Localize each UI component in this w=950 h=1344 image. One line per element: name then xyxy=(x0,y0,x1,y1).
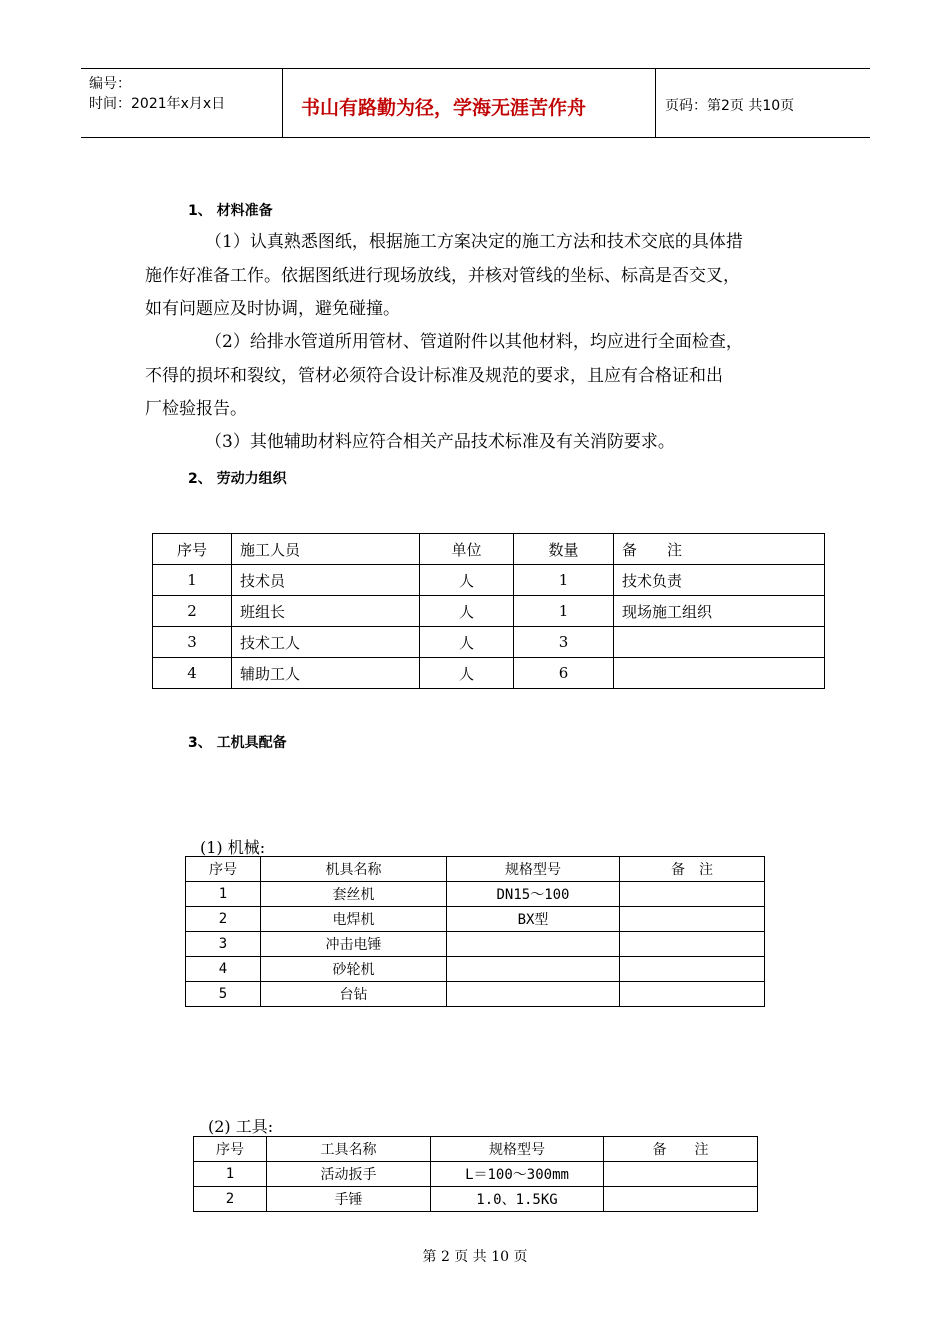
table-row xyxy=(186,957,765,982)
table-row xyxy=(186,932,765,957)
section2-title: 2、 劳动力组织 xyxy=(188,471,287,487)
table-row xyxy=(194,1187,758,1212)
table-cell xyxy=(620,957,765,982)
header-cell: 序号 xyxy=(186,857,261,882)
section1-title: 1、 材料准备 xyxy=(188,203,273,219)
para1-line2: 施作好准备工作。依据图纸进行现场放线，并核对管线的坐标、标高是否交叉， xyxy=(145,266,740,286)
table-cell: 技术负责 xyxy=(614,565,825,596)
header-cell: 序号 xyxy=(194,1137,267,1162)
tools-table xyxy=(193,1136,758,1212)
table-cell: 4 xyxy=(153,658,232,689)
table-row xyxy=(153,596,825,627)
table-header-row xyxy=(153,534,825,565)
table-row xyxy=(186,982,765,1007)
table-cell xyxy=(604,1162,758,1187)
table-cell: 人 xyxy=(420,596,514,627)
table-cell: 1 xyxy=(514,565,614,596)
table-cell: 1 xyxy=(153,565,232,596)
table-cell: 2 xyxy=(153,596,232,627)
table-cell xyxy=(614,627,825,658)
header-cell: 工具名称 xyxy=(267,1137,431,1162)
table-cell xyxy=(620,932,765,957)
number-label: 编号： xyxy=(89,76,131,92)
time-label: 时间：2021年x月x日 xyxy=(89,96,226,112)
table-cell: 5 xyxy=(186,982,261,1007)
table-cell: 冲击电锤 xyxy=(261,932,447,957)
table-cell: 砂轮机 xyxy=(261,957,447,982)
header-cell: 施工人员 xyxy=(232,534,420,565)
table-cell: 3 xyxy=(514,627,614,658)
table-cell: 人 xyxy=(420,658,514,689)
table-cell xyxy=(604,1187,758,1212)
table-cell: 4 xyxy=(186,957,261,982)
table-cell xyxy=(620,907,765,932)
table-cell xyxy=(447,932,620,957)
table-row xyxy=(186,882,765,907)
table-cell xyxy=(620,882,765,907)
para3-line1: （3）其他辅助材料应符合相关产品技术标准及有关消防要求。 xyxy=(205,432,675,452)
table-cell: 辅助工人 xyxy=(232,658,420,689)
header-cell: 单位 xyxy=(420,534,514,565)
table-cell: 6 xyxy=(514,658,614,689)
table-cell: 手锤 xyxy=(267,1187,431,1212)
para1-line3: 如有问题应及时协调，避免碰撞。 xyxy=(145,299,400,319)
page-footer: 第 2 页 共 10 页 xyxy=(422,1249,528,1265)
para2-line3: 厂检验报告。 xyxy=(145,399,247,419)
header-cell: 备 注 xyxy=(614,534,825,565)
table-row xyxy=(194,1162,758,1187)
table-cell: 1.0、1.5KG xyxy=(431,1187,604,1212)
table-cell: DN15～100 xyxy=(447,882,620,907)
page-number-label: 页码：第2页 共10页 xyxy=(665,98,795,114)
table-cell: 技术工人 xyxy=(232,627,420,658)
table-header-row xyxy=(194,1137,758,1162)
section3-title: 3、 工机具配备 xyxy=(188,735,287,751)
table-header-row xyxy=(186,857,765,882)
para2-line2: 不得的损坏和裂纹，管材必须符合设计标准及规范的要求，且应有合格证和出 xyxy=(145,366,723,386)
table-row xyxy=(186,907,765,932)
table-cell: 2 xyxy=(186,907,261,932)
header-info-cell xyxy=(81,69,283,137)
motto-text: 书山有路勤为径，学海无涯苦作舟 xyxy=(301,97,587,119)
table-cell: 1 xyxy=(514,596,614,627)
table-cell xyxy=(614,658,825,689)
machines-table xyxy=(185,856,765,1007)
header-cell: 数量 xyxy=(514,534,614,565)
header-cell: 序号 xyxy=(153,534,232,565)
table-cell: L＝100～300mm xyxy=(431,1162,604,1187)
header-cell: 机具名称 xyxy=(261,857,447,882)
table-cell: 活动扳手 xyxy=(267,1162,431,1187)
header-motto-cell xyxy=(283,69,656,137)
table-cell: 台钻 xyxy=(261,982,447,1007)
para2-line1: （2）给排水管道所用管材、管道附件以其他材料，均应进行全面检查， xyxy=(205,332,743,352)
table-row xyxy=(153,627,825,658)
table-cell: 2 xyxy=(194,1187,267,1212)
table-cell: 3 xyxy=(186,932,261,957)
header-cell: 规格型号 xyxy=(431,1137,604,1162)
table-cell: 1 xyxy=(186,882,261,907)
header-cell: 规格型号 xyxy=(447,857,620,882)
header-cell: 备 注 xyxy=(604,1137,758,1162)
machines-label: (1) 机械: xyxy=(200,838,266,857)
table-cell: 人 xyxy=(420,565,514,596)
table-cell: 现场施工组织 xyxy=(614,596,825,627)
table-cell xyxy=(447,982,620,1007)
table-cell: 班组长 xyxy=(232,596,420,627)
table-cell: 3 xyxy=(153,627,232,658)
table-cell: 技术员 xyxy=(232,565,420,596)
header-cell: 备 注 xyxy=(620,857,765,882)
table-cell: 人 xyxy=(420,627,514,658)
table-cell: 套丝机 xyxy=(261,882,447,907)
para1-line1: （1）认真熟悉图纸，根据施工方案决定的施工方法和技术交底的具体措 xyxy=(205,232,743,252)
table-row xyxy=(153,565,825,596)
page-header xyxy=(81,68,870,138)
table-row xyxy=(153,658,825,689)
table-cell: 1 xyxy=(194,1162,267,1187)
table-cell: 电焊机 xyxy=(261,907,447,932)
table-cell xyxy=(447,957,620,982)
labor-table xyxy=(152,533,825,689)
tools-label: (2) 工具: xyxy=(208,1117,274,1136)
table-cell xyxy=(620,982,765,1007)
table-cell: BX型 xyxy=(447,907,620,932)
